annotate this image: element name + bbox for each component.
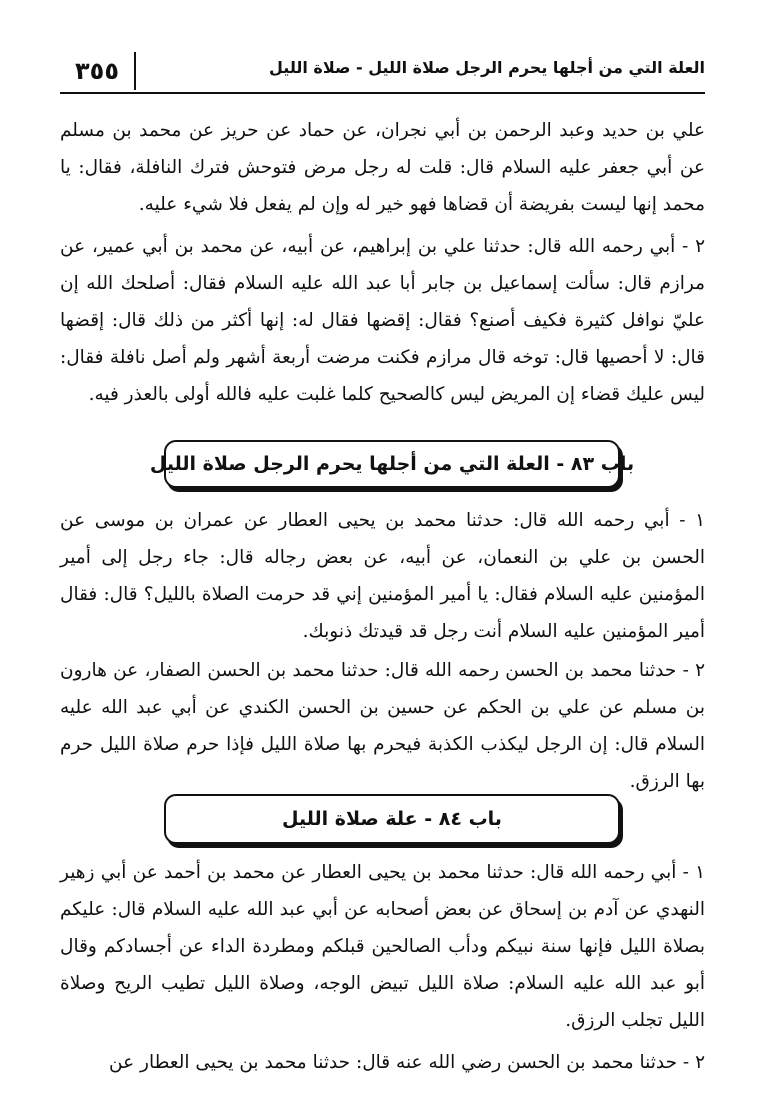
paragraph-4: ٢ - حدثنا محمد بن الحسن رحمه الله قال: حدثنا محمد بن الحسن الصفار، عن هارون بن مسلم عن علي بن الحكم عن حسين بن الحسن الكندي عن أبي عبد الله عليه السلام قال: إن الرجل ليكذب الكذبة فيحرم بها صلاة الليل فإذا حرم صلاة الليل حرم بها الرزق. (60, 660, 705, 792)
paragraph-1: علي بن حديد وعبد الرحمن بن أبي نجران، عن حماد عن حريز عن محمد بن مسلم عن أبي جعفر عليه السلام قال: قلت له رجل مرض فتوحش فترك النافلة، فقال: يا محمد إنها ليست بفريضة أن قضاها فهو خير له وإن لم يفعل فلا شيء عليه. (60, 120, 705, 215)
paragraph-3: ١ - أبي رحمه الله قال: حدثنا محمد بن يحيى العطار عن عمران بن موسى عن الحسن بن علي بن النعمان، عن أبيه، عن بعض رجاله قال: جاء رجل إلى أمير المؤمنين عليه السلام فقال: يا أمير المؤمنين إني قد حرمت الصلاة بالليل؟ قال: فقال أمير المؤمنين عليه السلام أنت رجل قد قيدتك ذنوبك. (60, 510, 705, 642)
chapter-84-title: باب ٨٤ - علة صلاة الليل (282, 808, 502, 830)
page-header (60, 52, 705, 94)
chapter-83-heading (149, 440, 635, 488)
page-number: ٣٥٥ (60, 52, 136, 90)
chapter-83-title: باب ٨٣ - العلة التي من أجلها يحرم الرجل صلاة الليل (149, 453, 635, 475)
running-title: العلة التي من أجلها يحرم الرجل صلاة الليل - صلاة الليل (269, 58, 705, 77)
paragraph-6: ٢ - حدثنا محمد بن الحسن رضي الله عنه قال: حدثنا محمد بن يحيى العطار عن (109, 1052, 705, 1073)
paragraph-5: ١ - أبي رحمه الله قال: حدثنا محمد بن يحيى العطار عن محمد بن أحمد عن أبي زهير النهدي عن آدم بن إسحاق عن بعض أصحابه عن أبي عبد الله عليه السلام قال: عليكم بصلاة الليل فإنها سنة نبيكم ودأب الصالحين قبلكم ومطردة الداء عن أجسادكم وقال أبو عبد الله عليه السلام: صلاة الليل تبيض الوجه، وصلاة الليل تطيب الريح وصلاة الليل تجلب الرزق. (60, 862, 705, 1031)
chapter-84-heading (164, 794, 620, 844)
paragraph-2: ٢ - أبي رحمه الله قال: حدثنا علي بن إبراهيم، عن أبيه، عن محمد بن أبي عمير، عن مرازم قال: سألت إسماعيل بن جابر أبا عبد الله عليه السلام فقال: أصلحك الله إن عليّ نوافل كثيرة فكيف أصنع؟ فقال: إقضها فقال له: إنها أكثر من ذلك قال: إقضها قال: لا أحصيها قال: توخه قال مرازم فكنت مرضت أربعة أشهر ولم أصل نافلة فقال: ليس عليك قضاء إن المريض ليس كالصحيح كلما غلبت عليه فالله أولى بالعذر فيه. (60, 236, 705, 405)
